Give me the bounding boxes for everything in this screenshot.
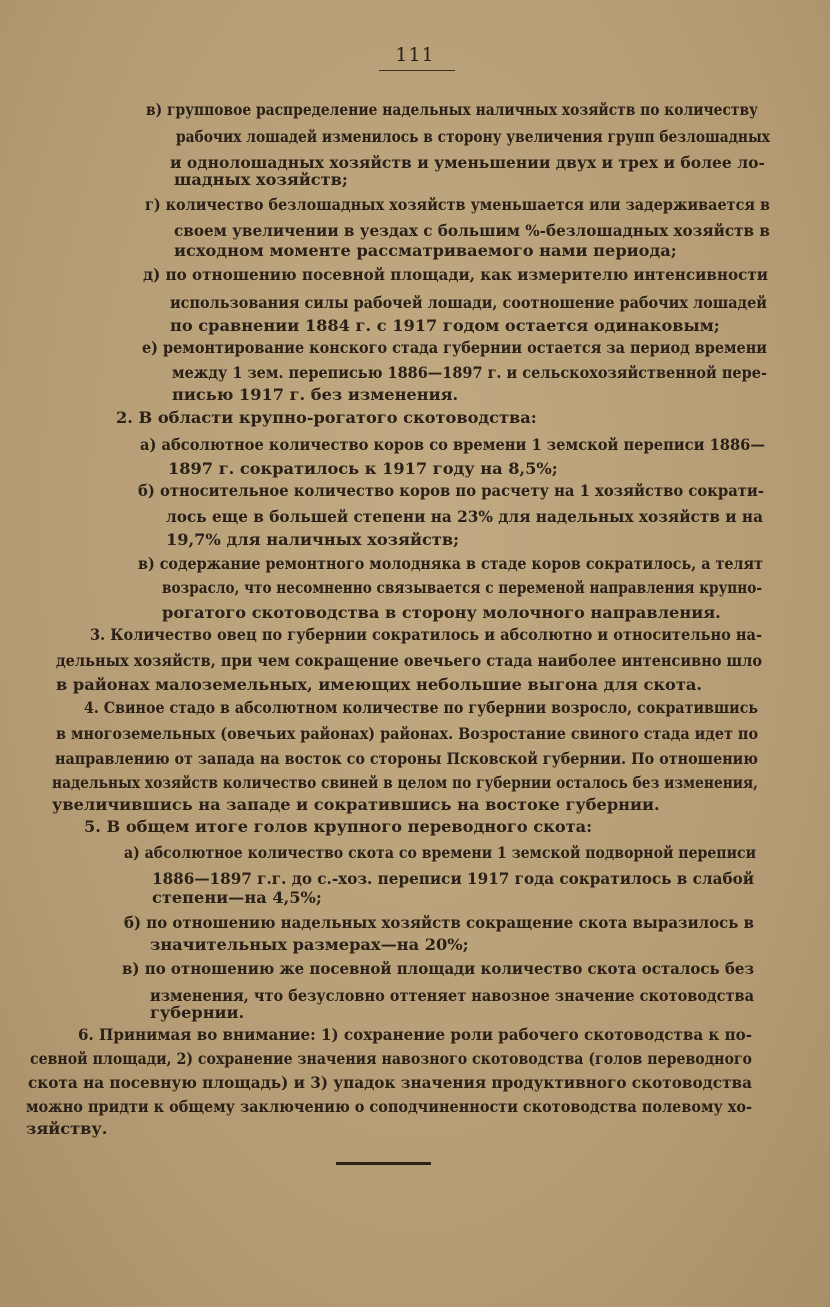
text-line: д) по отношению посевной площади, как измерителю интенсивности [143,265,768,284]
text-line: 1886—1897 г.г. до с.-хоз. переписи 1917 года сократилось в слабой [152,869,755,888]
text-line: изменения, что безусловно оттеняет навозное значение скотоводства [150,986,754,1005]
text-line: в многоземельных (овечьих районах) районах. Возростание свиного стада идет по [56,724,759,743]
text-line: степени—на 4,5%; [152,888,322,907]
text-line: 19,7% для наличных хозяйств; [166,530,460,549]
text-line: между 1 зем. переписью 1886—1897 г. и сельскохозяйственной пере- [172,363,767,382]
text-line: а) абсолютное количество скота со времени 1 земской подворной переписи [124,843,757,862]
text-line: в районах малоземельных, имеющих небольшие выгона для скота. [56,675,702,694]
page-number: 111 [395,44,435,66]
text-line: в) групповое распределение надельных наличных хозяйств по количеству [146,100,758,119]
text-line: б) по отношению надельных хозяйств сокращение скота выразилось в [124,913,755,932]
text-line: рабочих лошадей изменилось в сторону увеличения групп безлошадных [176,127,771,146]
text-line: направлению от запада на восток со стороны Псковской губернии. По отношению [55,749,758,768]
text-line: 2. В области крупно-рогатого скотоводства: [116,408,537,427]
text-line: в) содержание ремонтного молодняка в стаде коров сократилось, а телят [138,554,763,573]
text-line: рогатого скотоводства в сторону молочного направления. [162,603,721,622]
closing-rule [336,1162,431,1165]
text-line: 3. Количество овец по губернии сократилось и абсолютно и относительно на- [90,625,763,644]
text-line: г) количество безлошадных хозяйств уменьшается или задерживается в [145,195,771,214]
text-line: значительных размерах—на 20%; [150,935,469,954]
text-line: севной площади, 2) сохранение значения навозного скотоводства (голов переводного [30,1049,752,1068]
text-line: писью 1917 г. без изменения. [172,385,459,404]
text-line: губернии. [150,1003,245,1022]
text-line: и однолошадных хозяйств и уменьшении двух и трех и более ло- [170,153,765,172]
text-line: можно придти к общему заключению о соподчиненности скотоводства полевому хо- [26,1097,753,1116]
text-line: по сравнении 1884 г. с 1917 годом остается одинаковым; [170,316,720,335]
text-line: дельных хозяйств, при чем сокращение овечьего стада наиболее интенсивно шло [56,651,763,670]
text-line: шадных хозяйств; [174,170,348,189]
text-line: 6. Принимая во внимание: 1) сохранение роли рабочего скотоводства к по- [78,1025,753,1044]
page-number-rule [379,70,455,71]
text-line: 5. В общем итоге голов крупного переводного скота: [84,817,593,836]
text-line: в) по отношению же посевной площади количество скота осталось без [122,959,755,978]
text-line: б) относительное количество коров по расчету на 1 хозяйство сократи- [138,481,765,500]
text-line: 4. Свиное стадо в абсолютном количестве по губернии возросло, сократившись [84,698,759,717]
text-line: а) абсолютное количество коров со времени 1 земской переписи 1886— [140,435,766,454]
text-line: е) ремонтирование конского стада губернии остается за период времени [142,338,767,357]
text-line: скота на посевную площадь) и 3) упадок значения продуктивного скотоводства [28,1073,752,1092]
text-line: зяйству. [26,1119,108,1138]
text-line: своем увеличении в уездах с большим %-безлошадных хозяйств в [174,221,770,240]
text-line: использования силы рабочей лошади, соотношение рабочих лошадей [170,293,767,312]
text-line: лось еще в большей степени на 23% для надельных хозяйств и на [166,507,763,526]
text-line: 1897 г. сократилось к 1917 году на 8,5%; [168,459,558,478]
text-line: возрасло, что несомненно связывается с переменой направления крупно- [162,578,762,597]
text-line: надельных хозяйств количество свиней в целом по губернии осталось без изменения, [52,773,758,792]
text-line: увеличившись на западе и сократившись на востоке губернии. [52,795,660,814]
text-line: исходном моменте рассматриваемого нами периода; [174,241,677,260]
